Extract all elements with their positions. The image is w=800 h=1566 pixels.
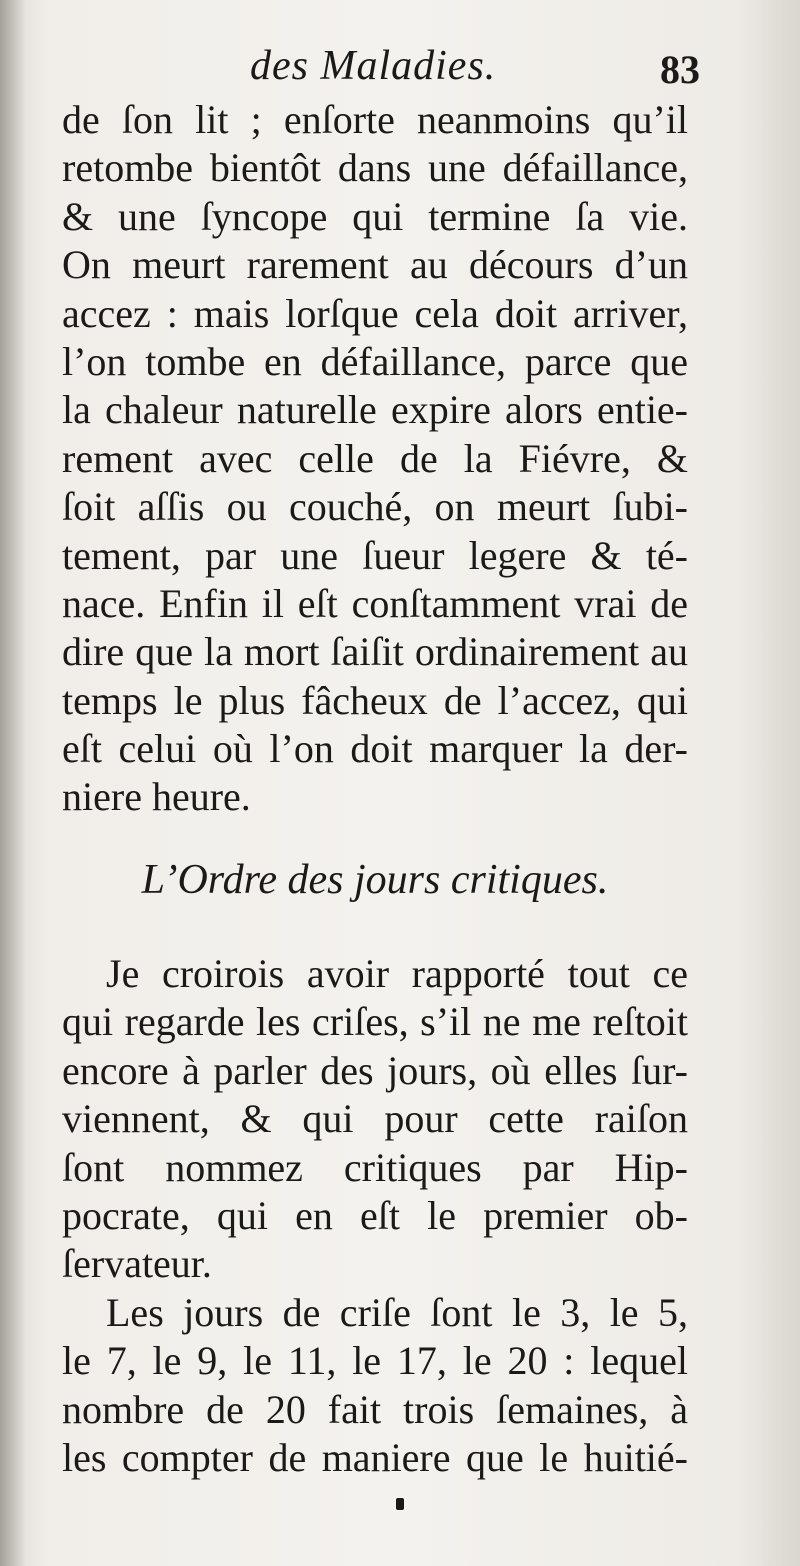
text-line: ſont nommez critiques par Hip- — [62, 1144, 688, 1190]
text-line: accez : mais lorſque cela doit arriver, — [62, 290, 688, 336]
text-line: niere heure. — [62, 774, 251, 820]
page-header — [60, 42, 700, 98]
text-line: temps le plus fâcheux de l’accez, qui — [62, 677, 688, 723]
section-heading: L’Ordre des jours critiques. — [141, 857, 609, 903]
running-head: des Maladies. — [250, 43, 497, 89]
page-number: 83 — [660, 47, 700, 92]
text-line: tement, par une ſueur legere & té- — [62, 532, 688, 578]
text-line: nace. Enfin il eſt conſtamment vrai de — [62, 580, 688, 626]
text-line: & une ſyncope qui termine ſa vie. — [62, 193, 688, 239]
text-line: On meurt rarement au décours d’un — [62, 242, 688, 288]
text-line: la chaleur naturelle expire alors entie- — [62, 387, 688, 433]
printer-mark — [396, 1498, 404, 1510]
text-line: le 7, le 9, le 11, le 17, le 20 : lequel — [62, 1338, 688, 1384]
text-line: les compter de maniere que le huitié- — [62, 1434, 688, 1480]
spine-shadow — [0, 0, 26, 1566]
text-line: ſoit aſſis ou couché, on meurt ſubi- — [62, 484, 688, 530]
text-line: retombe bientôt dans une défaillance, — [62, 145, 688, 191]
text-line: rement avec celle de la Fiévre, & — [62, 435, 688, 481]
text-line: dire que la mort ſaiſit ordinairement au — [62, 629, 688, 675]
text-line: Je croirois avoir rapporté tout ce — [106, 951, 688, 996]
text-line: ſervateur. — [62, 1241, 212, 1287]
text-line: viennent, & qui pour cette raiſon — [62, 1096, 688, 1142]
text-line: eſt celui où l’on doit marquer la der- — [62, 726, 688, 772]
text-line: pocrate, qui en eſt le premier ob- — [62, 1192, 688, 1238]
text-line: Les jours de criſe ſont le 3, le 5, — [106, 1289, 688, 1335]
text-line: nombre de 20 fait trois ſemaines, à — [62, 1386, 688, 1432]
text-line: encore à parler des jours, où elles ſur- — [62, 1047, 688, 1093]
paragraph-2 — [62, 950, 688, 1482]
paragraph-1 — [62, 96, 688, 822]
text-line: l’on tombe en défaillance, parce que — [62, 338, 688, 384]
text-line: de ſon lit ; enſorte neanmoins qu’il — [62, 97, 688, 142]
text-line: qui regarde les criſes, s’il ne me reſtoit — [62, 999, 688, 1045]
